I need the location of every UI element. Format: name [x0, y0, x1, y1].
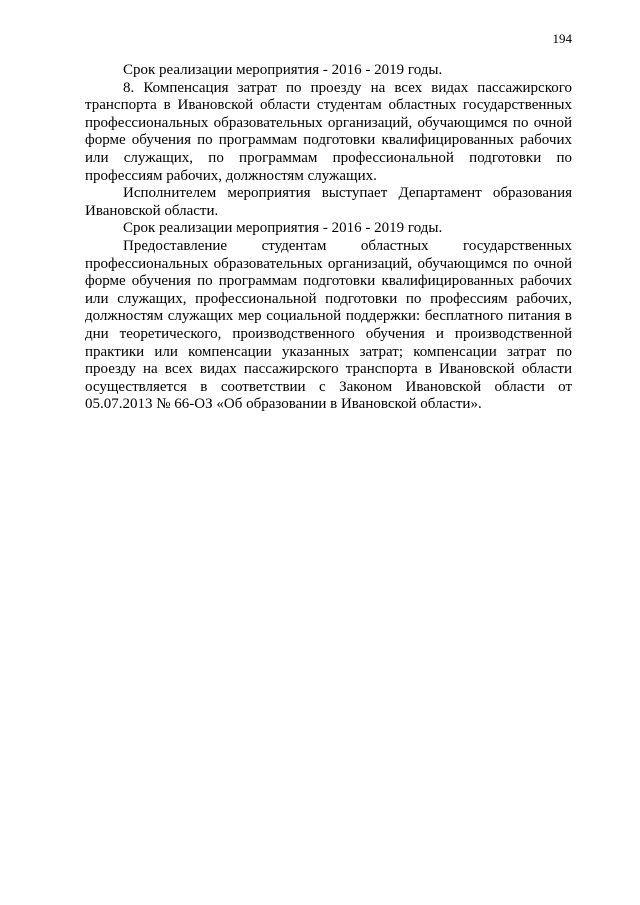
- paragraph-deadline-2: Срок реализации мероприятия - 2016 - 2019 годы.: [123, 220, 443, 237]
- paragraph-item-8: 8. Компенсация затрат по проезду на всех видах пассажирского транспорта в Ивановской области студентам областных государственных профессиональных образовательных организаций, обучающимся по очной форме обучения по программам подготовки квалифицированных рабочих или служащих, по программам профессиональной подготовки по профессиям рабочих, должностям служащих.: [85, 79, 572, 184]
- page-number: 194: [552, 31, 572, 46]
- paragraph-executor: Исполнителем мероприятия выступает Департамент образования Ивановской области.: [85, 185, 572, 219]
- document-body: [85, 62, 572, 414]
- paragraph-deadline-1: Срок реализации мероприятия - 2016 - 2019 годы.: [123, 62, 443, 78]
- paragraph-support-measures: Предоставление студентам областных государственных профессиональных образовательных организаций, обучающимся по очной форме обучения по программам подготовки квалифицированных рабочих или служащих, профессиональной подготовки по профессиям рабочих, должностям служащих мер социальной поддержки: бесплатного питания в дни теоретического, производственного обучения и производственной практики или компенсации указанных затрат; компенсации затрат по проезду на всех видах пассажирского транспорта в Ивановской области осуществляется в соответствии с Законом Ивановской области от 05.07.2013 № 66-ОЗ «Об образовании в Ивановской области».: [85, 237, 572, 413]
